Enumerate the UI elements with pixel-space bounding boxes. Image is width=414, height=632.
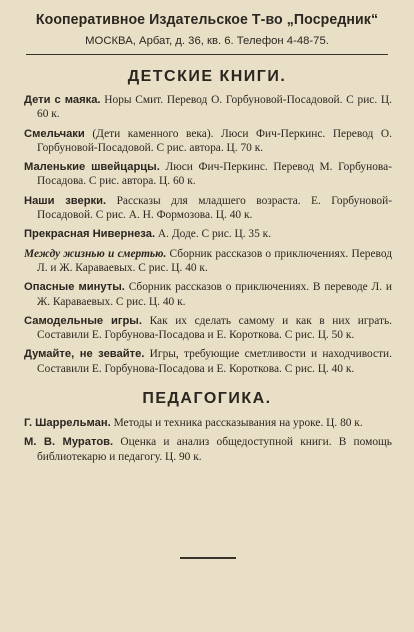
entry-details: Сборник рассказов о приключениях. В переводе Л. и Ж. Караваевых. С рис. Ц. 40 к. [37,281,392,308]
catalog-entry [24,247,392,276]
header-divider [26,54,388,55]
entry-details: Сборник рассказов о приключениях. Перевод Л. и Ж. Караваевых. С рис. Ц. 40 к. [37,247,392,274]
catalog-entry [24,347,392,376]
entry-details: Как их сделать самому и как в них играть. Составили Е. Горбунова-Посадова и Е. Короткова. С рис. Ц. 50 к. [37,314,392,342]
publisher-title: Кооперативное Издательское Т-во „Посредник“ [35,11,379,28]
closing-divider [180,557,236,559]
catalog-entry [24,227,392,241]
entry-title: Смельчаки [24,127,85,140]
catalog-entry [24,280,392,309]
entry-details: Норы Смит. Перевод О. Горбуновой-Посадовой. С рис. Ц. 60 к. [37,94,392,121]
entry-title: Опасные минуты. [24,281,125,294]
catalog-entry [24,314,392,343]
entry-title: Самодельные игры. [24,314,142,327]
publisher-address: МОСКВА, Арбат, д. 36, кв. 6. Телефон 4-48-75. [85,35,329,47]
catalog-entry [24,160,392,189]
catalog-entry [24,435,392,464]
entry-details: Рассказы для младшего возраста. Е. Горбуновой-Посадовой. С рис. А. Н. Формозова. Ц. 40 к. [37,194,393,222]
catalog-entry [24,194,392,223]
entry-title: Наши зверки. [24,194,107,207]
entry-details: Игры, требующие сметливости и находчивости. Составили Е. Горбунова-Посадова и Е. Короткова. С рис. Ц. 40 к. [37,348,392,375]
catalog-entry [24,93,392,122]
entry-author: М. В. Муратов. [24,436,114,449]
entry-title: Дети с маяка. [24,94,101,106]
section-heading-pedagogy: ПЕДАГОГИКА. [142,390,272,408]
entry-title: Между жизнью и смертью. [24,247,167,260]
entry-author: Г. Шаррельман. [24,417,111,430]
section-heading-children-books: ДЕТСКИЕ КНИГИ. [127,68,287,85]
entry-details: Методы и техника рассказывания на уроке. Ц. 80 к. [110,417,363,430]
entry-details: А. Доде. С рис. Ц. 35 к. [155,228,272,241]
entry-details: Люси Фич-Перкинс. Перевод М. Горбунова-Посадова. С рис. автора. Ц. 60 к. [37,161,392,188]
entry-details: Оценка и анализ общедоступной книги. В помощь библиотекарю и педагогу. Ц. 90 к. [37,436,392,463]
entry-title: Думайте, не зевайте. [24,348,145,361]
entry-title: Маленькие швейцарцы. [24,161,160,174]
entry-title: Прекрасная Нивернеза. [24,228,156,241]
catalog-entry [24,127,392,156]
catalog-entry [24,416,392,430]
entry-details: (Дети каменного века). Люси Фич-Перкинс. Перевод О. Горбуновой-Посадовой. С рис. автора. Ц. 70 к. [37,127,392,154]
